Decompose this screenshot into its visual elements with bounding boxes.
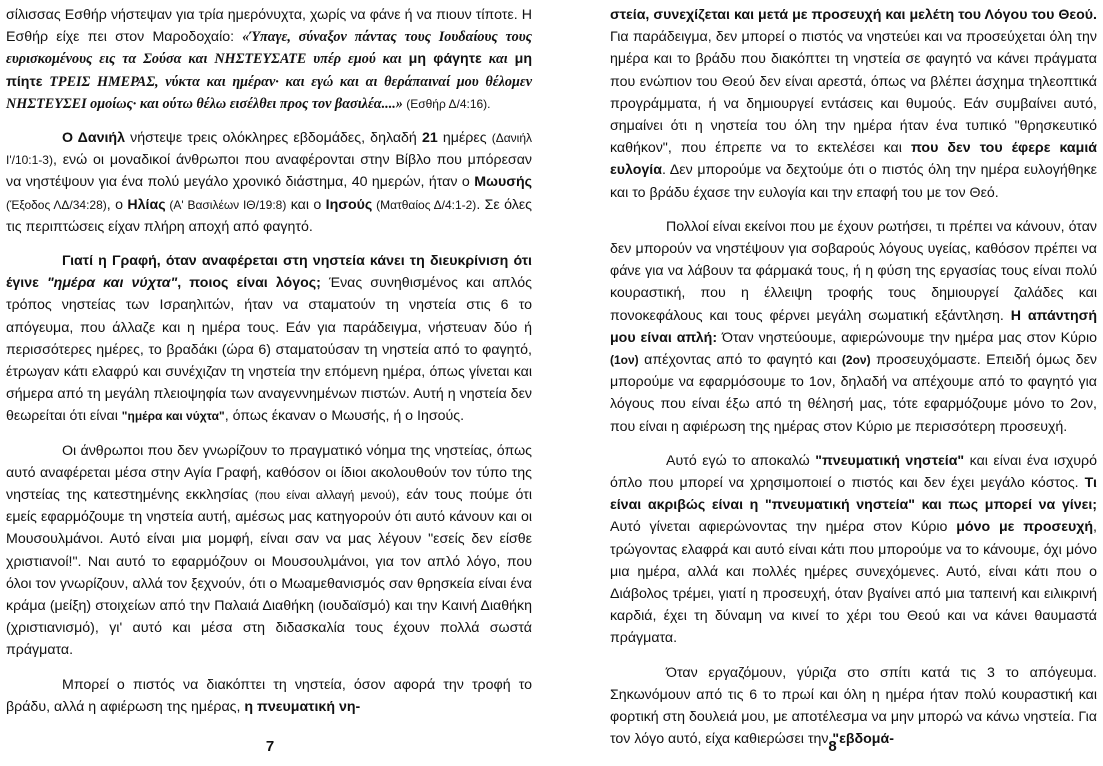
text-run: νήστεψε τρεις ολόκληρες εβδομάδες, δηλαδή [124, 130, 422, 147]
text-run: , εάν τους πούμε ότι εμείς εφαρμόζουμε τη νηστεία αυτή, αμέσως μας κατηγορούν ότι αυτό κάνουν και οι Μουσουλμάνοι. Αυτό είναι μια μομφή, είναι σαν να μας λέγουν "εσείς δεν είσθε χριστιανοί!". Ναι αυτό το εφαρμόζουν οι Μουσουλμάνοι, για τον απλό λόγο, που όλοι τον γνωρίζουν, αλλά τον ξεχνούν, ότι ο Μωαμεθανισμός σαν θρησκεία είναι ένα κράμα (μείξη) στοιχείων από την Παλαιά Διαθήκη (ιουδαϊσμό) και την Καινή Διαθήκη (χριστιανισμό), γι' αυτό και μέσα στη διδασκαλία τους έχουν πολλά σωστά πράγματα. [6, 487, 532, 659]
text-run-bold: Η απάντησή μου είναι απλή: [610, 307, 1097, 346]
text-run-bold: στεία, συνεχίζεται και μετά με προσευχή και μελέτη του Λόγου του Θεού. [610, 7, 1097, 23]
text-run-bold: μόνο με προσευχή [956, 519, 1094, 536]
text-run: Αυτό εγώ το αποκαλώ [666, 452, 816, 469]
text-run-bold: Ηλίας [127, 196, 166, 213]
text-run: Για παράδειγμα, δεν μπορεί ο πιστός να νηστεύει και να προσεύχεται όλη την ημέρα και το βράδυ που διακόπτει τη νηστεία σε φαγητό να κάνει πράγματα που ενώπιον του Θεού δεν είναι αρεστά, όπως να βλέπει άσχημα τηλεοπτικά προγράμματα, ή να δημιουργεί εντάσεις και θυμούς. Εάν συμβαίνει αυτό, σημαίνει ότι η νηστεία του όλη την ημέρα ήταν ένα τυπικό "θρησκευτικό καθήκον", που έπρεπε να το εκτελέσει και [610, 29, 1097, 157]
paragraph-spiritual-fasting [610, 450, 1097, 650]
text-run: και ο [286, 196, 326, 213]
text-run: σίλισσας Εσθήρ νήστεψαν για τρία ημερόνυχτα, χωρίς να φάνε ή να πιουν τίποτε. Η Εσθήρ είχε πει στον Μαροδοχαίο: [6, 7, 532, 46]
right-page [562, 4, 1103, 766]
text-run: , τρώγοντας ελαφρά και αυτό είναι κάτι που μπορούμε να το κάνουμε, όχι μόνο μια ημέρα, αλλά και πολλές ημέρες συνεχόμενες. Αυτό, είναι κάτι που ο Διάβολος τρέμει, γιατί η προσευχή, όταν βγαίνει από μια ταπεινή και ειλικρινή καρδιά, έχει τη δύναμη να κινεί το χέρι του Θεού και να κάνει θαυμαστά πράγματα. [610, 519, 1097, 647]
text-run: , όπως έκαναν ο Μωυσής, ή ο Ιησούς. [224, 408, 465, 425]
paragraph-esther [6, 4, 532, 115]
text-run: προσευχόμαστε. Επειδή όμως δεν μπορούμε να εφαρμόσουμε το 1ον, δηλαδή να απέχουμε από το φαγητό για λόγους που είναι έξω από τη θέλησή μας, τότε εφαρμόζουμε μόνο το 2ον, που είναι η αφιέρωση της ημέρας στον Κύριο με περισσότερη προσευχή. [610, 352, 1097, 435]
scripture-reference: (Δανιήλ Ι'/10:1-3) [6, 131, 532, 168]
text-run: Όταν νηστεύουμε, αφιερώνουμε την ημέρα μας στον Κύριο [717, 329, 1098, 346]
paragraph-daniel [6, 127, 532, 238]
scripture-reference: (Εσθήρ Δ/4:16). [402, 96, 491, 111]
paragraph-health [610, 216, 1097, 438]
text-run-bold: "εβδομά- [832, 731, 894, 748]
text-run-bold: Γιατί η Γραφή, όταν αναφέρεται στη νηστεία κάνει τη διευκρίνιση ότι έγινε [6, 253, 532, 292]
text-run: Οι άνθρωποι που δεν γνωρίζουν το πραγματικό νόημα της νηστείας, όπως αυτό αναφέρεται μέσα στην Αγία Γραφή, καθόσον οι ίδιοι ακολουθούν τον τύπο της νηστείας της κατεστημένης εκκλησίας [6, 442, 532, 504]
text-run: . Σε όλες τις περιπτώσεις είχαν πλήρη αποχή από φαγητό. [6, 196, 533, 235]
text-run-bold: μη φάγητε [408, 51, 482, 68]
text-run-bold: 21 [421, 130, 438, 147]
text-run-bold: (2ον) [841, 353, 871, 368]
text-run-bold-italic: "ημέρα και νύχτα" [46, 275, 178, 292]
text-run: απέχοντας από το φαγητό και [638, 352, 842, 369]
text-run-bold: Ιησούς [325, 196, 373, 213]
text-run: . Δεν μπορούμε να δεχτούμε ότι ο πιστός όλη την ημέρα ευλογήθηκε και το βράδυ έχασε την ευλογία και την επαφή του με τον Θεό. [610, 162, 1097, 201]
text-run-bold: Τι είναι ακριβώς είναι η "πνευματική νηστεία" και πως μπορεί να γίνει; [610, 475, 1097, 514]
text-run-bold: , ποιος είναι λόγος; [177, 275, 321, 292]
text-run-bold: Ο Δανιήλ [62, 130, 125, 147]
scripture-reference: (Έξοδος ΛΔ/34:28) [6, 197, 107, 212]
paragraph-evening [6, 674, 532, 718]
text-run-bold: μη πίητε [6, 51, 533, 90]
left-page [0, 4, 540, 766]
paragraph-continuation [610, 4, 1097, 204]
quote-run: «Ύπαγε, σύναξον πάντας τους Ιουδαίους τους ευρισκομένους εις τα Σούσα και ΝΗΣΤΕΥΣΑΤΕ υπέρ εμού και [6, 29, 533, 68]
text-run: Ένας συνηθισμένος και απλός τρόπος νηστείας των Ισραηλιτών, ήταν να σταματούν τη νηστεία στις 6 το απόγευμα, που άλλαζε και η ημέρα τους. Εάν για παράδειγμα, νήστευαν δύο ή περισσότερες ημέρες, το βραδάκι (ώρα 6) σταματούσαν τη νηστεία από το φαγητό, έτρωγαν κάτι ελαφρύ και συνέχιζαν τη νηστεία την επόμενη ημέρα, όπως γίνεται και σήμερα από τη μεγάλη πλειοψηφία των αναγεννημένων πιστών. Αυτή η νηστεία δεν θεωρείται ότι είναι [6, 275, 532, 425]
text-run: , ενώ οι μοναδικοί άνθρωποι που αναφέρονται στην Βίβλο που μπόρεσαν να νηστέψουν για ένα πολύ μεγάλο χρονικό διάστημα, 40 ημερών, ήταν ο [6, 152, 532, 191]
text-run: Όταν εργαζόμουν, γύριζα στο σπίτι κατά τις 3 το απόγευμα. Σηκωνόμουν από τις 6 το πρωί και όλη η ημέρα ήταν πολύ κουραστική και φορτική στη δουλειά μου, με αποτέλεσμα να μην μπορώ να κάνω νηστεία. Για τον λόγο αυτό, είχα καθιερώσει την [610, 664, 1097, 748]
text-run-bold: Μωυσής [474, 174, 532, 191]
text-run: Μπορεί ο πιστός να διακόπτει τη νηστεία, όσον αφορά την τροφή το βράδυ, αλλά η αφιέρωση της ημέρας, [6, 676, 532, 715]
text-run-bold: η πνευματική νη- [244, 698, 361, 715]
paragraph-day-and-night [6, 250, 532, 428]
quote-run: και [481, 51, 515, 68]
text-run: , ο [106, 196, 128, 213]
paragraph-muslims [6, 440, 532, 662]
quote-run: ΤΡΕΙΣ ΗΜΕΡΑΣ, νύκτα και ημέραν· και εγώ και αι θεράπαιναί μου θέλομεν ΝΗΣΤΕΥΣΕΙ ομοίως· και ούτω θέλω εισέλθει προς τον βασιλέα....» [6, 73, 532, 112]
text-run: Πολλοί είναι εκείνοι που με έχουν ρωτήσει, τι πρέπει να κάνουν, όταν δεν μπορούν να νηστέψουν για σοβαρούς λόγους υγείας, καθόσον πρέπει να φάνε για να λάβουν τα φάρμακά τους, ή η φύση της εργασίας τους είναι πολύ κουραστική, που η έλλειψη τροφής τους δημιουργεί ζαλάδες και πονοκεφάλους και τους φέρνει μεγάλη σωματική εξάντληση. [610, 218, 1097, 324]
page-number: 8 [828, 738, 837, 755]
page-number: 7 [265, 738, 275, 755]
scripture-reference: (Ματθαίος Δ/4:1-2) [372, 197, 477, 212]
text-run-small: (που είναι αλλαγή μενού) [254, 488, 396, 503]
text-run: ημέρες [437, 130, 492, 147]
text-run-bold: (1ον) [610, 353, 639, 368]
text-run-bold: "ημέρα και νύχτα" [121, 409, 225, 424]
scripture-reference: (Α' Βασιλέων ΙΘ/19:8) [165, 197, 287, 212]
text-run-bold: που δεν του έφερε καμιά ευλογία [610, 140, 1098, 179]
text-run-bold: "πνευματική νηστεία" [815, 452, 965, 469]
text-run: και είναι ένα ισχυρό όπλο που μπορεί να χρησιμοποιεί ο πιστός και δεν έχει μεγάλο κόστος. [610, 452, 1097, 492]
text-run: Αυτό γίνεται αφιερώνοντας την ημέρα στον Κύριο [610, 519, 957, 536]
